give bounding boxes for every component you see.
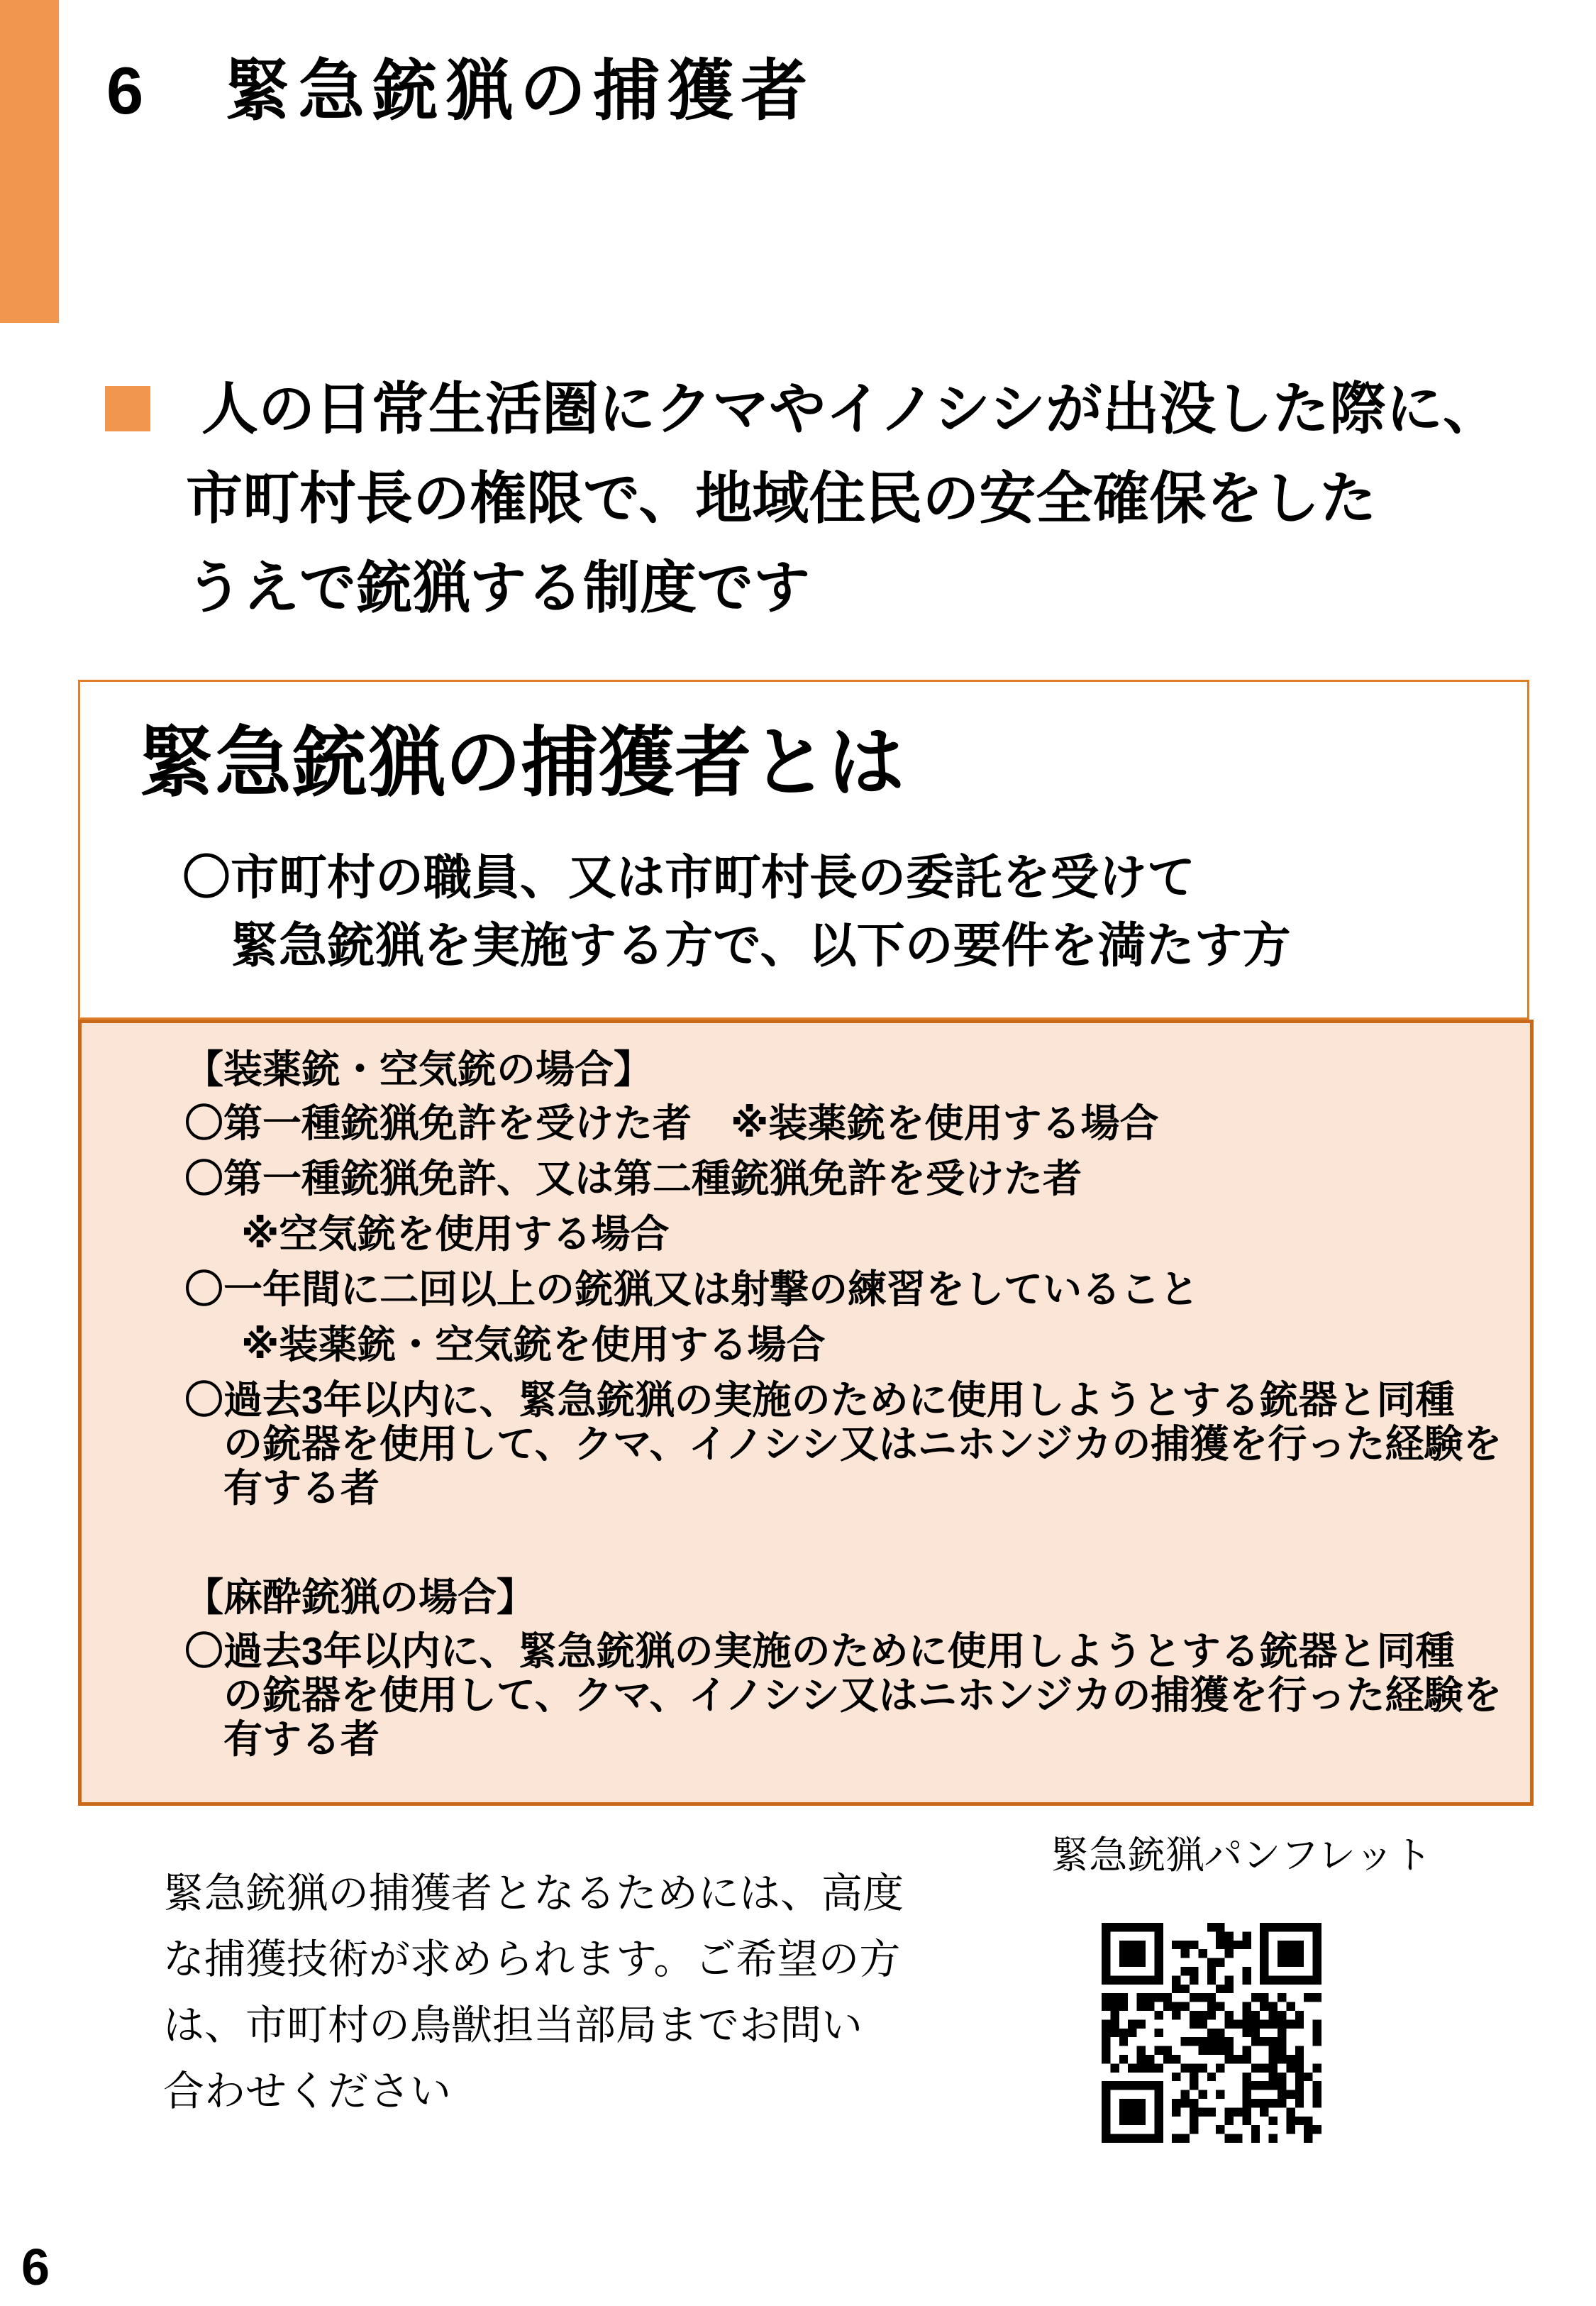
definition-line: 〇市町村の職員、又は市町村長の委託を受けて — [182, 851, 1196, 905]
bullet-square-icon — [105, 386, 150, 431]
contact-line: は、市町村の鳥獣担当部局までお問い — [163, 2002, 863, 2048]
qr-label: 緊急銃猟パンフレット — [1051, 1834, 1432, 1877]
requirement-line: 〇第一種銃猟免許を受けた者 ※装薬銃を使用する場合 — [184, 1101, 1159, 1145]
page-number: 6 — [21, 2239, 50, 2296]
contact-line: な捕獲技術が求められます。ご希望の方 — [163, 1936, 901, 1982]
definition-title: 緊急銃猟の捕獲者とは — [138, 719, 905, 805]
requirement-line-continuation: 有する者 — [223, 1717, 380, 1761]
intro-line: 市町村長の権限で、地域住民の安全確保をした — [186, 467, 1377, 530]
requirement-line-continuation: の銃器を使用して、クマ、イノシシ又はニホンジカの捕獲を行った経験を — [223, 1422, 1502, 1466]
contact-line: 緊急銃猟の捕獲者となるためには、高度 — [163, 1870, 904, 1916]
accent-bar — [0, 0, 59, 323]
requirements-heading: 【装薬銃・空気銃の場合】 — [184, 1047, 653, 1091]
requirement-line: 〇一年間に二回以上の銃猟又は射撃の練習をしていること — [184, 1267, 1199, 1311]
contact-line: 合わせください — [163, 2068, 452, 2114]
contact-paragraph — [163, 1860, 904, 2124]
intro-paragraph — [186, 365, 1500, 633]
requirements-box — [78, 1020, 1534, 1806]
definition-box — [78, 680, 1529, 1020]
requirement-line: 〇過去3年以内に、緊急銃猟の実施のために使用しようとする銃器と同種 — [184, 1629, 1455, 1673]
intro-line: 人の日常生活圏にクマやイノシシが出没した際に、 — [201, 377, 1500, 441]
requirement-line: 〇第一種銃猟免許、又は第二種銃猟免許を受けた者 — [184, 1157, 1082, 1201]
qr-code — [1102, 1923, 1321, 2143]
qr-code-image — [1102, 1923, 1321, 2143]
requirement-line: 〇過去3年以内に、緊急銃猟の実施のために使用しようとする銃器と同種 — [184, 1378, 1455, 1422]
requirement-note: ※空気銃を使用する場合 — [241, 1212, 670, 1256]
page-title: 6 緊急銃猟の捕獲者 — [106, 53, 815, 128]
requirement-line-continuation: 有する者 — [223, 1466, 380, 1510]
requirements-heading: 【麻酔銃猟の場合】 — [184, 1575, 536, 1619]
intro-line: うえで銃猟する制度です — [186, 556, 810, 619]
definition-line: 緊急銃猟を実施する方で、以下の要件を満たす方 — [231, 919, 1291, 973]
requirement-note: ※装薬銃・空気銃を使用する場合 — [241, 1323, 826, 1367]
requirement-line-continuation: の銃器を使用して、クマ、イノシシ又はニホンジカの捕獲を行った経験を — [223, 1673, 1502, 1717]
